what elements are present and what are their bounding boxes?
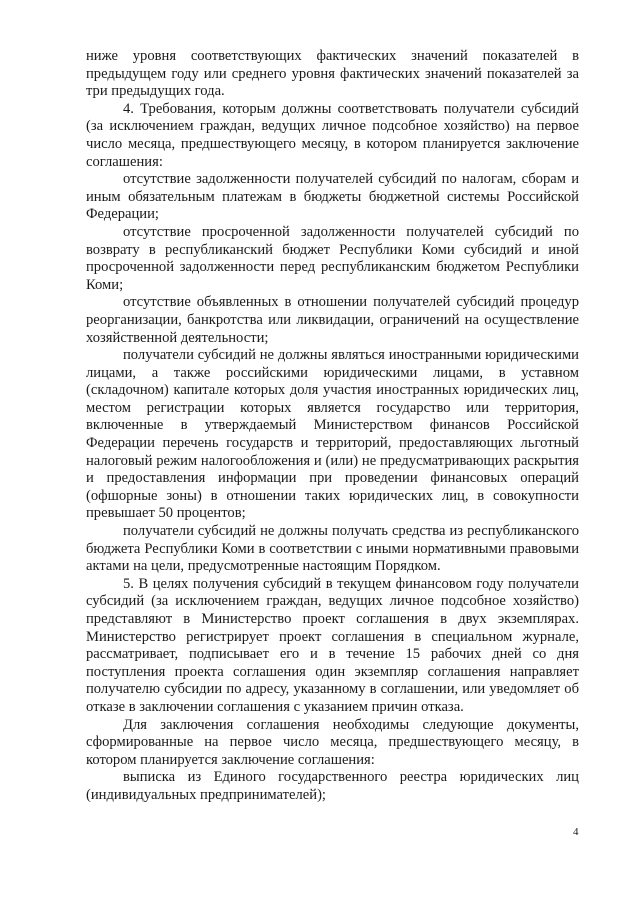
paragraph-registry-extract: выписка из Единого государственного реестра юридических лиц (индивидуальных предпринимателей); (86, 769, 579, 803)
page-number: 4 (573, 826, 579, 838)
paragraph-agreement-procedure: 5. В целях получения субсидий в текущем финансовом году получатели субсидий (за исключением граждан, ведущих личное подсобное хозяйство) представляют в Министерство проект соглашения в двух экземплярах. Министерство регистрирует проект соглашения в специальном журнале, рассматривает, подписывает его и в течение 15 рабочих дней со дня поступления проекта соглашения один экземпляр соглашения направляет получателю субсидии по адресу, указанному в соглашении, или уведомляет об отказе в заключении соглашения с указанием причин отказа. (86, 575, 579, 715)
paragraph-no-bankruptcy: отсутствие объявленных в отношении получателей субсидий процедур реорганизации, банкротства или ликвидации, ограничений на осуществление хозяйственной деятельности; (86, 294, 579, 346)
paragraph-requirements: 4. Требования, которым должны соответствовать получатели субсидий (за исключением граждан, ведущих личное подсобное хозяйство) на первое число месяца, предшествующего месяцу, в котором планируется заключение соглашения: (86, 100, 579, 170)
paragraph-continuation: ниже уровня соответствующих фактических значений показателей в предыдущем году или среднего уровня фактических значений показателей за три предыдущих года. (86, 48, 579, 100)
paragraph-no-tax-debt: отсутствие задолженности получателей субсидий по налогам, сборам и иным обязательным платежам в бюджеты бюджетной системы Российской Федерации; (86, 171, 579, 223)
paragraph-no-overdue-debt: отсутствие просроченной задолженности получателей субсидий по возврату в республиканский бюджет Республики Коми субсидий и иной просроченной задолженности перед республиканским бюджетом Республики Коми; (86, 223, 579, 293)
document-body (86, 48, 579, 805)
paragraph-not-foreign-entities: получатели субсидий не должны являться иностранными юридическими лицами, а также российскими юридическими лицами, в уставном (складочном) капитале которых доля участия иностранных юридических лиц, местом регистрации которых является государство или территория, включенные в утверждаемый Министерством финансов Российской Федерации перечень государств и территорий, предоставляющих льготный налоговый режим налогообложения и (или) не предусматривающих раскрытия и предоставления информации при проведении финансовых операций (офшорные зоны) в отношении таких юридических лиц, в совокупности превышает 50 процентов; (86, 347, 579, 522)
paragraph-no-other-funding: получатели субсидий не должны получать средства из республиканского бюджета Республики Коми в соответствии с иными нормативными правовыми актами на цели, предусмотренные настоящим Порядком. (86, 523, 579, 575)
paragraph-required-documents: Для заключения соглашения необходимы следующие документы, сформированные на первое число месяца, предшествующего месяцу, в котором планируется заключение соглашения: (86, 716, 579, 768)
